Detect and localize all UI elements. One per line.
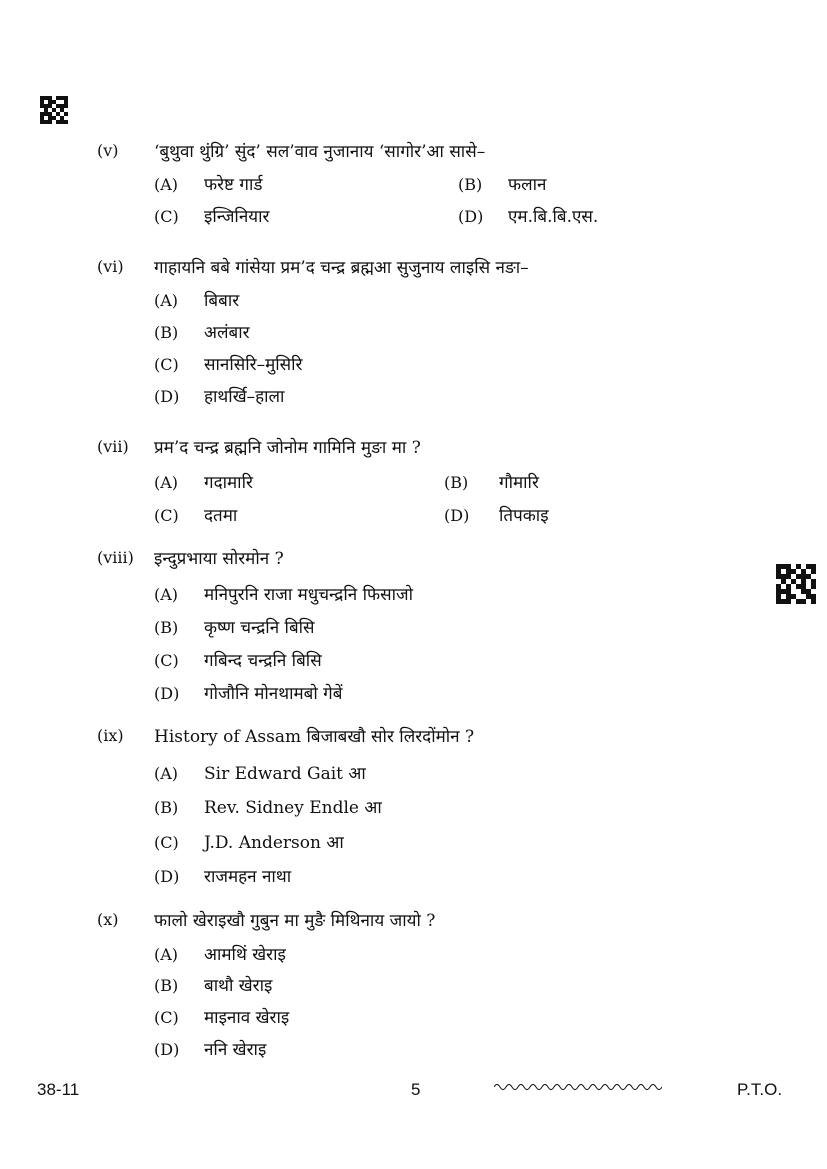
option-text: कृष्ण चन्द्रनि बिसि xyxy=(204,618,315,638)
question-number: (v) xyxy=(97,141,119,160)
option-label: (B) xyxy=(154,323,179,342)
option-text: सानसिरि–मुसिरि xyxy=(204,355,303,375)
option-a xyxy=(154,172,262,195)
option-label: (A) xyxy=(154,175,179,194)
option-b xyxy=(458,172,546,195)
option-label: (B) xyxy=(154,618,179,637)
option-c xyxy=(154,648,322,671)
qr-code-icon xyxy=(40,96,68,124)
option-label: (D) xyxy=(444,506,470,525)
option-text: इन्जिनियार xyxy=(204,207,270,227)
option-label: (C) xyxy=(154,207,179,226)
question-text: History of Assam बिजाबखौ सोर लिरदोंमोन ? xyxy=(154,727,475,747)
option-text: Sir Edward Gait आ xyxy=(204,764,366,784)
option-text: तिपकाइ xyxy=(499,506,549,526)
option-c xyxy=(154,204,269,227)
option-c xyxy=(154,503,237,526)
question-text: प्रम’द चन्द्र ब्रह्मनि जोनोम गामिनि मुङा मा ? xyxy=(154,438,421,458)
option-b xyxy=(154,320,250,343)
question-number: (viii) xyxy=(97,548,134,567)
option-c xyxy=(154,352,303,375)
option-label: (C) xyxy=(154,506,179,525)
option-label: (B) xyxy=(444,473,469,492)
option-text: गोजौनि मोनथामबो गेबें xyxy=(204,684,343,704)
option-text: ननि खेराइ xyxy=(204,1040,267,1060)
option-b xyxy=(444,470,539,493)
option-d xyxy=(444,503,549,526)
option-text: माइनाव खेराइ xyxy=(204,1008,290,1028)
option-label: (B) xyxy=(154,976,179,995)
option-b xyxy=(154,973,272,996)
question-text: ‘बुथुवा थुंग्रि’ सुंद’ सल’वाव नुजानाय ‘सागोर’आ सासे– xyxy=(154,142,486,162)
option-a xyxy=(154,761,366,784)
option-label: (C) xyxy=(154,651,179,670)
qr-code-icon xyxy=(776,564,816,604)
option-text: एम.बि.बि.एस. xyxy=(508,207,599,227)
option-d xyxy=(154,1037,266,1060)
option-label: (D) xyxy=(154,867,180,886)
option-a xyxy=(154,942,286,965)
option-a xyxy=(154,470,253,493)
question-number: (vii) xyxy=(97,437,129,456)
option-text: Rev. Sidney Endle आ xyxy=(204,798,382,818)
option-label: (A) xyxy=(154,585,179,604)
option-label: (D) xyxy=(154,387,180,406)
option-text: हाथर्खि–हाला xyxy=(204,387,285,407)
page-number: 5 xyxy=(411,1080,421,1099)
option-label: (D) xyxy=(154,1040,180,1059)
paper-code: 38-11 xyxy=(37,1080,80,1099)
option-text: गौमारि xyxy=(499,473,539,493)
option-text: गदामारि xyxy=(204,473,253,493)
option-a xyxy=(154,582,413,605)
question-number: (ix) xyxy=(97,726,124,745)
option-label: (B) xyxy=(458,175,483,194)
option-label: (A) xyxy=(154,473,179,492)
option-label: (A) xyxy=(154,291,179,310)
option-d xyxy=(154,864,291,887)
option-d xyxy=(458,204,598,227)
question-text: इन्दुप्रभाया सोरमोन ? xyxy=(154,549,284,569)
question-number: (x) xyxy=(97,910,119,929)
option-b xyxy=(154,615,315,638)
option-c xyxy=(154,1005,289,1028)
question-text: फालो खेराइखौ गुबुन मा मुङै मिथिनाय जायो ? xyxy=(154,911,436,931)
option-b xyxy=(154,795,382,818)
option-text: गबिन्द चन्द्रनि बिसि xyxy=(204,651,322,671)
option-label: (C) xyxy=(154,355,179,374)
option-label: (D) xyxy=(154,684,180,703)
option-a xyxy=(154,288,239,311)
option-label: (C) xyxy=(154,1008,179,1027)
option-text: फरेष्ट गार्ड xyxy=(204,175,263,195)
option-text: बाथौ खेराइ xyxy=(204,976,273,996)
option-c xyxy=(154,830,344,853)
option-d xyxy=(154,681,342,704)
option-text: आमथिं खेराइ xyxy=(204,945,286,965)
option-label: (B) xyxy=(154,798,179,817)
option-text: दतमा xyxy=(204,506,238,526)
question-number: (vi) xyxy=(97,257,124,276)
option-text: J.D. Anderson आ xyxy=(204,833,344,853)
option-label: (A) xyxy=(154,945,179,964)
option-d xyxy=(154,384,284,407)
option-text: बिबार xyxy=(204,291,240,311)
option-text: राजमहन नाथा xyxy=(204,867,292,887)
option-label: (D) xyxy=(458,207,484,226)
question-text: गाहायनि बबे गांसेया प्रम’द चन्द्र ब्रह्मआ सुजुनाय लाइसि नङा– xyxy=(154,258,529,278)
option-label: (C) xyxy=(154,833,179,852)
option-text: मनिपुरनि राजा मधुचन्द्रनि फिसाजो xyxy=(204,585,413,605)
wavy-line-icon xyxy=(494,1080,662,1094)
pto-label: P.T.O. xyxy=(737,1080,783,1099)
option-text: फलान xyxy=(508,175,547,195)
option-text: अलंबार xyxy=(204,323,250,343)
option-label: (A) xyxy=(154,764,179,783)
